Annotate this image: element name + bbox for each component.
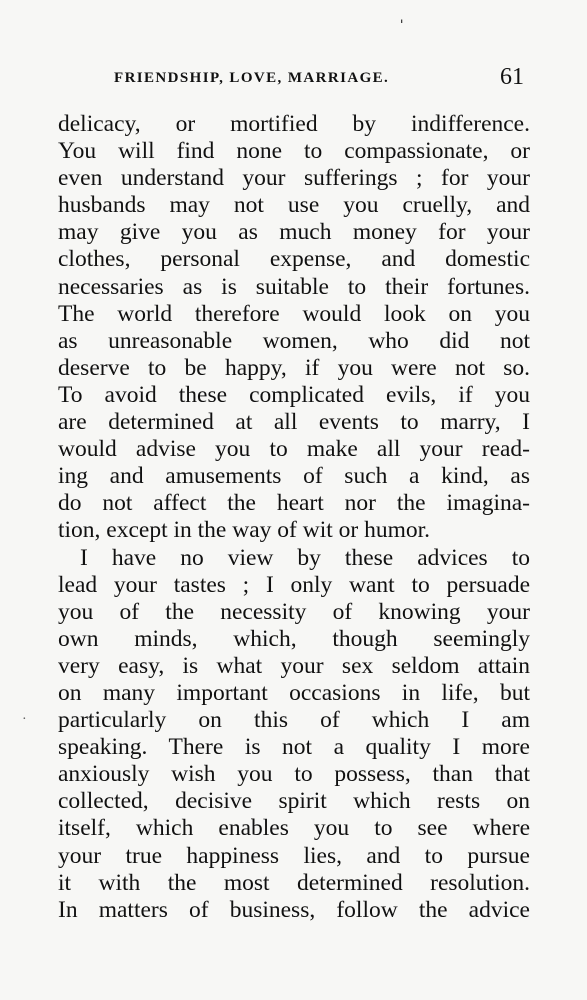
text-line: The world therefore would look on you [58,300,530,327]
text-line: as unreasonable women, who did not [58,327,530,354]
text-line: own minds, which, though seemingly [58,625,530,652]
text-line: To avoid these complicated evils, if you [58,381,530,408]
text-line: very easy, is what your sex seldom attain [58,652,530,679]
body-text [58,111,530,924]
text-line: your true happiness lies, and to pursue [58,842,530,869]
text-line: do not affect the heart nor the imagina- [58,490,530,517]
text-line: on many important occasions in life, but [58,679,530,706]
text-line: speaking. There is not a quality I more [58,734,530,761]
page-number: 61 [500,64,524,90]
text-line: husbands may not use you cruelly, and [58,192,530,219]
text-line: would advise you to make all your read- [58,436,530,463]
text-line: are determined at all events to marry, I [58,409,530,436]
text-line: collected, decisive spirit which rests on [58,788,530,815]
text-line: tion, except in the way of wit or humor. [58,517,431,544]
text-line: necessaries as is suitable to their fortunes. [58,273,530,300]
text-line: even understand your sufferings ; for your [58,165,530,192]
text-line: may give you as much money for your [58,219,530,246]
text-line: lead your tastes ; I only want to persuade [58,571,530,598]
running-title: FRIENDSHIP, LOVE, MARRIAGE. [114,70,390,86]
text-line: anxiously wish you to possess, than that [58,761,530,788]
text-line: particularly on this of which I am [58,707,530,734]
text-line: delicacy, or mortified by indifference. [58,111,530,137]
running-head [114,62,524,92]
ink-mark: ˌ [398,0,406,23]
text-line: I have no view by these advices to [80,544,530,571]
text-line: you of the necessity of knowing your [58,598,530,625]
text-line: You will find none to compassionate, or [58,138,530,165]
text-line: deserve to be happy, if you were not so. [58,354,530,381]
text-line: ing and amusements of such a kind, as [58,463,530,490]
text-line: In matters of business, follow the advice [58,896,530,923]
text-line: itself, which enables you to see where [58,815,530,842]
text-line: it with the most determined resolution. [58,869,530,896]
text-line: clothes, personal expense, and domestic [58,246,530,273]
edge-speck: · [22,712,27,727]
